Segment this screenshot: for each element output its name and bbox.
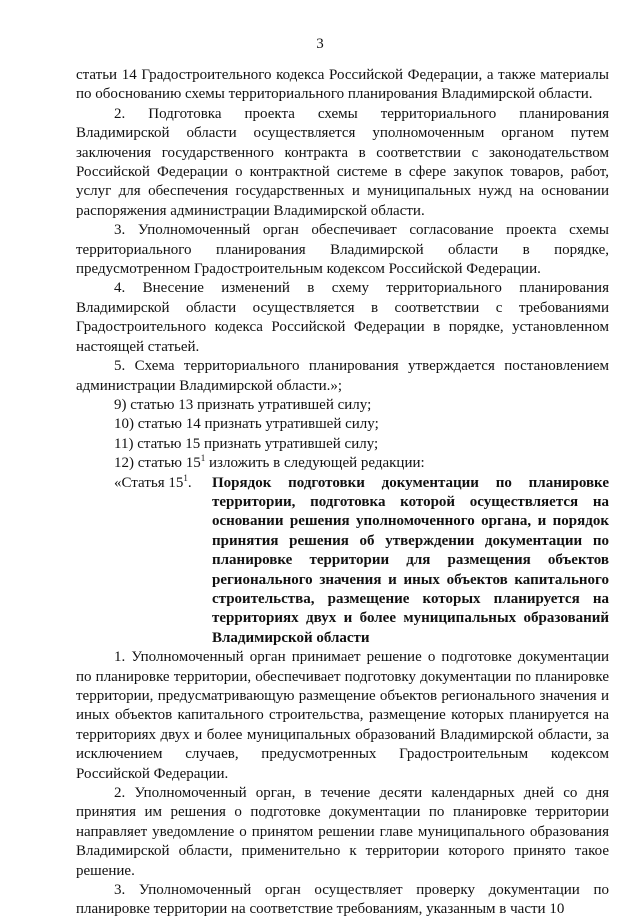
article-label-text: «Статья 15 xyxy=(114,474,184,491)
paragraph-5: 5. Схема территориального планирования утверждается постановлением администрации Владимирской области.»; xyxy=(76,358,609,394)
paragraph-3: 3. Уполномоченный орган обеспечивает согласование проекта схемы территориального планирования Владимирской области в порядке, предусмотренном Градостроительным кодексом Российской Федерации. xyxy=(76,222,609,278)
paragraph-2: 2. Подготовка проекта схемы территориального планирования Владимирской области осуществляется уполномоченным органом путем заключения государственного контракта в соответствии с законодательством Российской Федерации о контрактной системе в сфере закупок товаров, работ, услуг для обеспечения государственных и муниципальных нужд на основании распоряжения администрации Владимирской области. xyxy=(76,105,609,219)
paragraph-4: 4. Внесение изменений в схему территориального планирования Владимирской области осуществляется в соответствии с требованиями Градостроительного кодекса Российской Федерации в порядке, установленном настоящей статьей. xyxy=(76,280,609,355)
list-item-9: 9) статью 13 признать утратившей силу; xyxy=(114,396,372,413)
article-paragraph-2: 2. Уполномоченный орган, в течение десяти календарных дней со дня принятия им решения о подготовке документации по планировке территории направляет уведомление о принятом решении главе муниципального образования Владимирской области, применительно к территории которого принято такое решение. xyxy=(76,785,609,879)
document-body xyxy=(76,66,609,920)
article-title: Порядок подготовки документации по планировке территории, подготовка которой осуществляется на основании решения уполномоченного органа, и порядок принятия решения об утверждении документации по планировке территории для размещения объектов регионального значения и иных объектов капитального строительства, размещение которых планируется на территориях двух и более муниципальных образований Владимирской области xyxy=(212,474,609,646)
article-paragraph-3: 3. Уполномоченный орган осуществляет проверку документации по планировке территории на соответствие требованиям, указанным в части 10 xyxy=(76,882,609,918)
list-item-12-text: 12) статью 15 xyxy=(114,455,201,472)
article-paragraph-1: 1. Уполномоченный орган принимает решение о подготовке документации по планировке территории, обеспечивает подготовку документации по планировке территории, предусматривающую размещение объектов регионального значения и иных объектов капитального строительства, размещение которых планируется на территориях двух и более муниципальных образований Владимирской области, за исключением случаев, предусмотренных Градостроительным кодексом Российской Федерации. xyxy=(76,649,609,782)
list-item-12-superscript: 1 xyxy=(200,453,206,464)
list-item-11: 11) статью 15 признать утратившей силу; xyxy=(114,435,379,452)
list-item-12-text-end: изложить в следующей редакции: xyxy=(205,455,425,472)
article-label xyxy=(76,474,212,649)
article-label-dot: . xyxy=(187,474,192,491)
article-label-superscript: 1 xyxy=(183,472,188,483)
list-item-10: 10) статью 14 признать утратившей силу; xyxy=(114,416,379,433)
article-heading xyxy=(76,474,609,649)
list-item-12 xyxy=(76,454,609,473)
page-number: 3 xyxy=(316,36,324,52)
paragraph-continuation: статьи 14 Градостроительного кодекса Российской Федерации, а также материалы по обоснованию схемы территориального планирования Владимирской области. xyxy=(76,67,609,103)
